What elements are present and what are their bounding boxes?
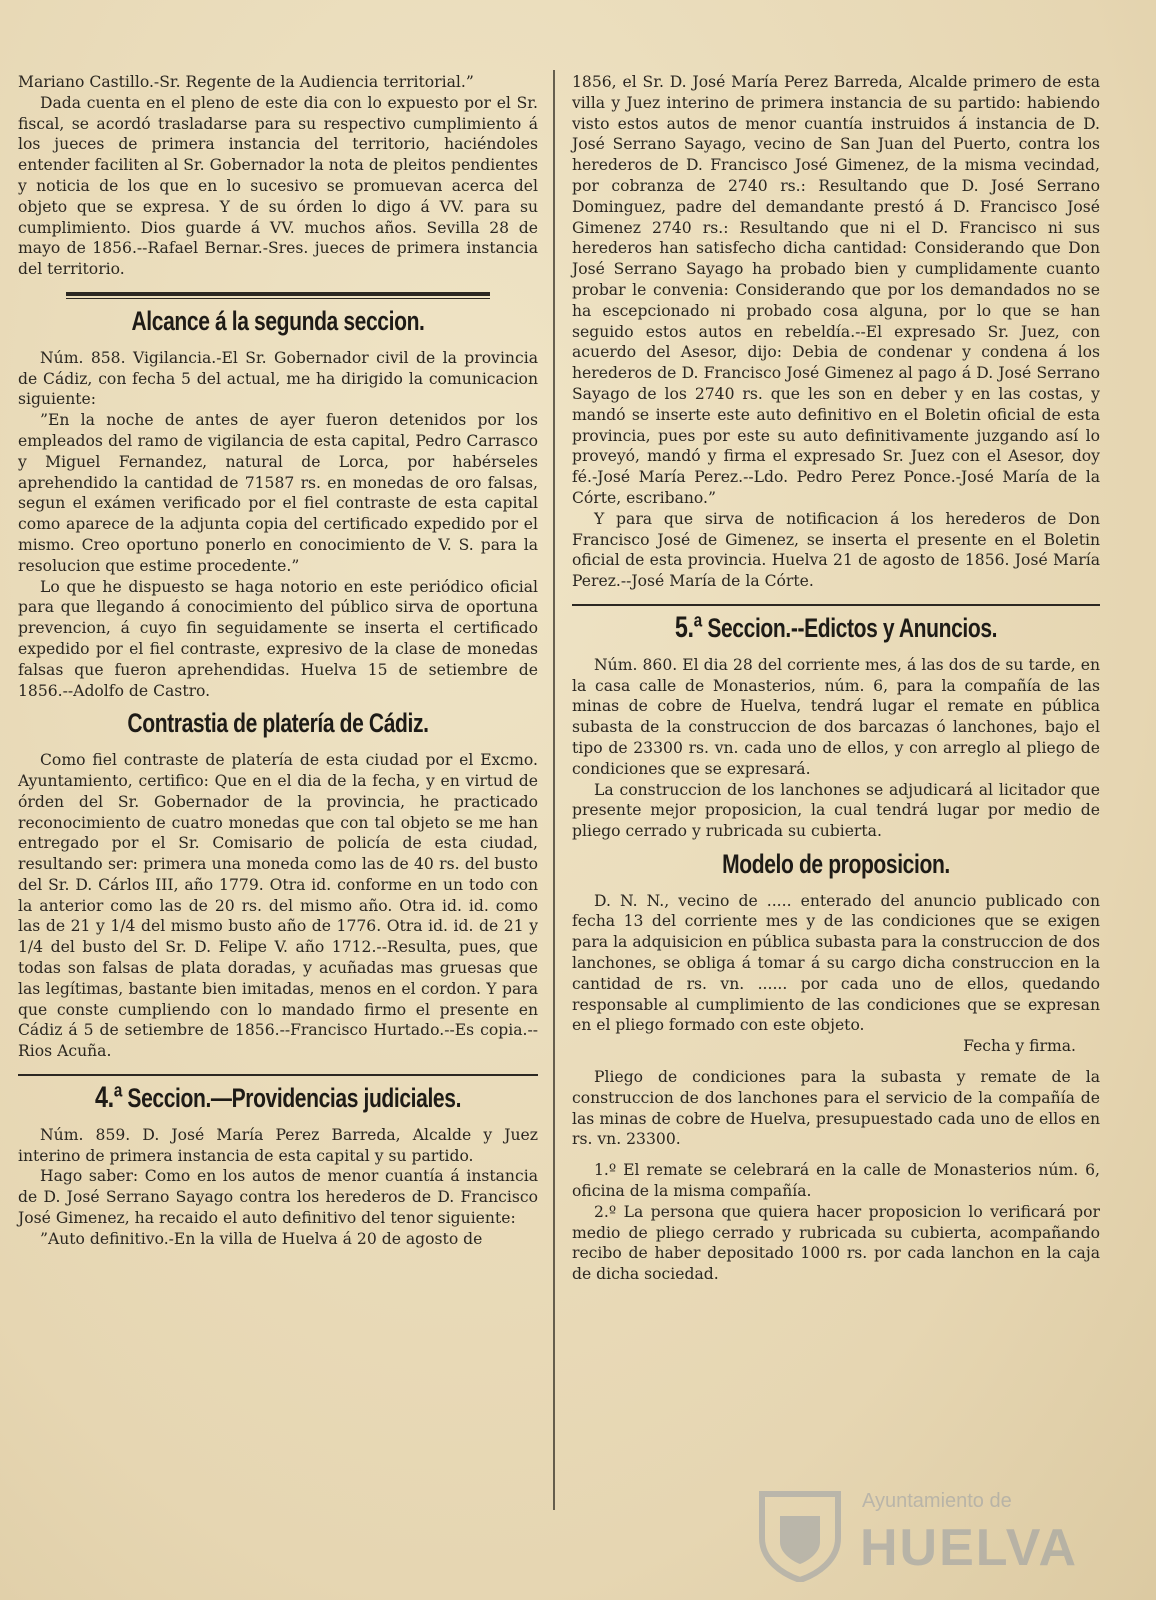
- contrastia-heading: Contrastia de platería de Cádiz.: [127, 708, 429, 739]
- watermark-line2: HUELVA: [860, 1519, 1079, 1577]
- auto-definitivo-continuation: 1856, el Sr. D. José María Perez Barreda, Alcalde primero de esta villa y Juez interino de primera instancia de su partido: habiendo visto estos autos de menor cuantía instruidos á instancia de D. José Serrano Sayago, vecino de San Juan del Puerto, contra los herederos de D. Francisco José Gimenez, de la misma vecindad, por cobranza de 2740 rs.: Resultando que D. José Serrano Dominguez, padre del demandante prestó á D. Francisco José Gimenez 2740 rs.: Resultando que ni el D. Francisco ni sus herederos han satisfecho dicha cantidad: Considerando que Don José Serrano Sayago ha probado bien y cumplidamente cuanto probar le convenia: Considerando que por los demandados no se ha escepcionado ni probado cosa alguna, por lo que se han seguido estos autos en rebeldía.--El expresado Sr. Juez, con acuerdo del Asesor, dijo: Debia de condenar y condena á los herederos de D. Francisco José Gimenez al pago á D. José Serrano Sayago de los 2740 rs. que les son en deber y en las costas, y mandó se inserte este auto definitivo en el Boletin oficial de esta provincia, pues por este su auto definitivamente juzgando así lo proveyó, mandó y firma el expresado Sr. Juez con el Asesor, doy fé.-José María Perez.--Ldo. Pedro Perez Ponce.-José María de la Córte, escribano.”: [572, 73, 1100, 507]
- section-divider: [18, 1074, 538, 1076]
- seccion5-title: Seccion.--Edictos y Anuncios.: [707, 612, 998, 643]
- alcance-paragraph-858: Núm. 858. Vigilancia.-El Sr. Gobernador civil de la provincia de Cádiz, con fecha 5 del actual, me ha dirigido la comunicacion siguiente:: [18, 348, 538, 409]
- section-divider: [66, 292, 490, 299]
- seccion5-adjudicacion: La construccion de los lanchones se adjudicará al licitador que presente mejor proposicion, la cual tendrá lugar por medio de pliego cerrado y rubricada su cubierta.: [572, 780, 1100, 841]
- section-divider: [572, 604, 1100, 606]
- column-divider: [553, 70, 555, 1510]
- seccion4-auto-start: ”Auto definitivo.-En la villa de Huelva á 20 de agosto de: [40, 1229, 483, 1248]
- alcance-resolution: Lo que he dispuesto se haga notorio en este periódico oficial para que llegando á conocimiento del público sirva de oportuna prevencion, á cuyo fin seguidamente se inserta el certificado expedido por el fiel contraste, expresivo de la clase de monedas falsas que fueron aprehendidas. Huelva 15 de setiembre de 1856.--Adolfo de Castro.: [18, 577, 538, 700]
- left-column: [18, 72, 538, 1250]
- pliego-intro: Pliego de condiciones para la subasta y remate de la construccion de dos lanchones para el servicio de la compañía de las minas de cobre de Huelva, presupuestado cada uno de ellos en rs. vn. 23300.: [572, 1068, 1100, 1149]
- intro-signature-line: Mariano Castillo.-Sr. Regente de la Audiencia territorial.”: [18, 73, 474, 91]
- seccion4-number: 4.ª: [94, 1081, 122, 1115]
- contrastia-certificate: Como fiel contraste de platería de esta ciudad por el Excmo. Ayuntamiento, certifico: Que en el dia de la fecha, y en virtud de órden del Sr. Gobernador de la provincia, he practicado reconocimiento de cuatro monedas que con tal objeto se me han entregado por el Sr. Comisario de policía de esta ciudad, resultando ser: primera una moneda como las de 40 rs. del busto del Sr. D. Cárlos III, año 1779. Otra id. conforme en un todo con la anterior como las de 20 rs. del mismo año. Otra id. id. como las de 21 y 1/4 del mismo busto año de 1776. Otra id. id. de 21 y 1/4 del busto del Sr. D. Felipe V. año 1712.--Resulta, pues, que todas son falsas de plata doradas, y acuñadas mas gruesas que las legítimas, bastante bien imitadas, menos en el cordon. Y para que conste cumpliendo con lo mandado firmo el presente en Cádiz á 5 de setiembre de 1856.--Francisco Hurtado.--Es copia.--Rios Acuña.: [18, 751, 538, 1061]
- notificacion-paragraph: Y para que sirva de notificacion á los herederos de Don Francisco José de Gimenez, se inserta el presente en el Boletin oficial de esta provincia. Huelva 21 de agosto de 1856. José María Perez.--José María de la Córte.: [572, 509, 1100, 591]
- pliego-condicion-1: 1.º El remate se celebrará en la calle de Monasterios núm. 6, oficina de la misma compañía.: [572, 1161, 1100, 1201]
- seccion4-paragraph-859: Núm. 859. D. José María Perez Barreda, Alcalde y Juez interino de primera instancia de esta capital y su partido.: [18, 1125, 538, 1165]
- seccion4-heading: [75, 1081, 481, 1115]
- seccion4-hago-saber: Hago saber: Como en los autos de menor cuantía á instancia de D. José Serrano Sayago contra los herederos de D. Francisco José Gimenez, ha recaido el auto definitivo del tenor siguiente:: [18, 1167, 538, 1228]
- seccion5-number: 5.ª: [674, 610, 702, 644]
- pliego-condicion-2: 2.º La persona que quiera hacer proposicion lo verificará por medio de pliego cerrado y rubricada su cubierta, acompañando recibo de haber depositado 1000 rs. por cada lanchon en la caja de dicha sociedad.: [572, 1202, 1100, 1284]
- modelo-heading: Modelo de proposicion.: [722, 848, 950, 879]
- watermark-line1: Ayuntamiento de: [862, 1490, 1012, 1512]
- seccion4-title: Seccion.—Providencias judiciales.: [127, 1083, 462, 1114]
- archive-watermark: [752, 1478, 1082, 1588]
- seccion5-paragraph-860: Núm. 860. El dia 28 del corriente mes, á las dos de su tarde, en la casa calle de Monasterios, núm. 6, para la compañía de las minas de cobre de Huelva, tendrá lugar el remate en pública subasta de la construccion de dos barcazas ó lanchones, bajo el tipo de 23300 rs. vn. cada uno de ellos, y con arreglo al pliego de condiciones que se expresará.: [572, 655, 1100, 778]
- alcance-quote: ”En la noche de antes de ayer fueron detenidos por los empleados del ramo de vigilancia de esta capital, Pedro Carrasco y Miguel Fernandez, natural de Lorca, por habérseles aprehendido la cantidad de 71587 rs. en monedas de oro falsas, segun el exámen verificado por el fiel contraste de esta capital como aparece de la adjunta copia del certificado expedido por el mismo. Creo oportuno ponerlo en conocimiento de V. S. para la resolucion que estime procedente.”: [18, 411, 538, 575]
- modelo-paragraph: D. N. N., vecino de ..... enterado del anuncio publicado con fecha 13 del corriente mes y de las condiciones que se exigen para la adquisicion en pública subasta para la construccion de dos lanchones, se obliga á tomar á su cargo dicha construccion en la cantidad de rs. vn. ...... por cada uno de ellos, quedando responsable al cumplimiento de las condiciones que se expresan en el pliego formado con este objeto.: [572, 891, 1100, 1035]
- intro-paragraph: Dada cuenta en el pleno de este dia con lo expuesto por el Sr. fiscal, se acordó trasladarse para su respectivo cumplimiento á los jueces de primera instancia del territorio, haciéndoles entender faciliten al Sr. Gobernador la nota de pleitos pendientes y noticia de los que en lo sucesivo se promuevan acerca del objeto que se expresa. Y de su órden lo digo á VV. para su cumplimiento. Dios guarde á VV. muchos años. Sevilla 28 de mayo de 1856.--Rafael Bernar.-Sres. jueces de primera instancia del territorio.: [18, 93, 538, 279]
- alcance-heading: Alcance á la segunda seccion.: [131, 305, 425, 336]
- city-shield-icon: [752, 1486, 848, 1582]
- fecha-firma: Fecha y firma.: [963, 1037, 1076, 1056]
- right-column: [572, 72, 1100, 1285]
- seccion5-heading: [630, 610, 1042, 644]
